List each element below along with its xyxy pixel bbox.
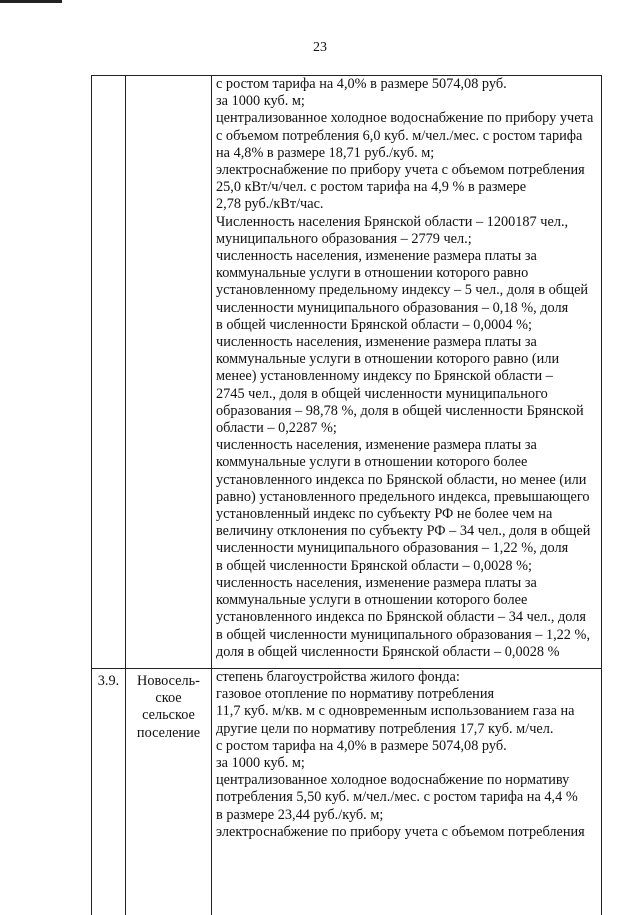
text-line: электроснабжение по прибору учета с объемом потребления — [216, 162, 601, 179]
row-number-cell — [92, 76, 126, 669]
text-line: потребления 5,50 куб. м/чел./мес. с ростом тарифа на 4,4 % — [216, 789, 601, 806]
text-line: численность населения, изменение размера платы за — [216, 248, 601, 265]
text-line: с объемом потребления 6,0 куб. м/чел./мес. с ростом тарифа — [216, 128, 601, 145]
text-line: численность населения, изменение размера платы за — [216, 334, 601, 351]
text-line: численности муниципального образования – 0,18 %, доля — [216, 300, 601, 317]
text-line: коммунальные услуги в отношении которого равно — [216, 265, 601, 282]
text-line: менее) установленному индексу по Брянской области – — [216, 368, 601, 385]
text-line: за 1000 куб. м; — [216, 93, 601, 110]
text-line: муниципального образования – 2779 чел.; — [216, 231, 601, 248]
text-line: коммунальные услуги в отношении которого равно (или — [216, 351, 601, 368]
text-line: в общей численности Брянской области – 0,0028 %; — [216, 558, 601, 575]
text-line: коммунальные услуги в отношении которого более — [216, 592, 601, 609]
text-line: газовое отопление по нормативу потребления — [216, 686, 601, 703]
text-line: 2745 чел., доля в общей численности муниципального — [216, 386, 601, 403]
table-row — [92, 669, 602, 915]
table-row — [92, 76, 602, 669]
row-number-cell: 3.9. — [92, 669, 126, 915]
row-name-cell — [126, 669, 212, 915]
text-line: 2,78 руб./кВт/час. — [216, 196, 601, 213]
text-line: численность населения, изменение размера платы за — [216, 437, 601, 454]
text-line: доля в общей численности Брянской области – 0,0028 % — [216, 644, 601, 661]
text-line: централизованное холодное водоснабжение по нормативу — [216, 772, 601, 789]
settlement-name-line: поселение — [126, 725, 211, 742]
text-line: другие цели по нормативу потребления 17,7 куб. м/чел. — [216, 721, 601, 738]
text-line: равно) установленного предельного индекса, превышающего — [216, 489, 601, 506]
text-line: 11,7 куб. м/кв. м с одновременным использованием газа на — [216, 703, 601, 720]
text-line: величину отклонения по субъекту РФ – 34 чел., доля в общей — [216, 523, 601, 540]
text-line: образования – 98,78 %, доля в общей численности Брянской — [216, 403, 601, 420]
text-line: с ростом тарифа на 4,0% в размере 5074,08 руб. — [216, 738, 601, 755]
corner-mark — [0, 0, 62, 3]
text-line: степень благоустройства жилого фонда: — [216, 669, 601, 686]
text-line: централизованное холодное водоснабжение по прибору учета — [216, 110, 601, 127]
text-line: 25,0 кВт/ч/чел. с ростом тарифа на 4,9 % в размере — [216, 179, 601, 196]
text-line: в размере 23,44 руб./куб. м; — [216, 807, 601, 824]
row-text-cell — [212, 669, 602, 915]
settlement-name-line: Новосель- — [126, 673, 211, 690]
page-number: 23 — [0, 40, 640, 56]
text-line: с ростом тарифа на 4,0% в размере 5074,08 руб. — [216, 76, 601, 93]
text-line: численности муниципального образования – 1,22 %, доля — [216, 540, 601, 557]
text-line: установленного индекса по Брянской области – 34 чел., доля — [216, 609, 601, 626]
text-line: электроснабжение по прибору учета с объемом потребления — [216, 824, 601, 841]
text-line: численность населения, изменение размера платы за — [216, 575, 601, 592]
document-table — [91, 75, 602, 915]
row-name-cell — [126, 76, 212, 669]
text-line: Численность населения Брянской области – 1200187 чел., — [216, 214, 601, 231]
text-line: области – 0,2287 %; — [216, 420, 601, 437]
text-line: установленному предельному индексу – 5 чел., доля в общей — [216, 282, 601, 299]
text-line: установленного индекса по Брянской области, но менее (или — [216, 472, 601, 489]
text-line: в общей численности Брянской области – 0,0004 %; — [216, 317, 601, 334]
row-text-cell — [212, 76, 602, 669]
text-line: на 4,8% в размере 18,71 руб./куб. м; — [216, 145, 601, 162]
settlement-name-line: сельское — [126, 707, 211, 724]
settlement-name-line: ское — [126, 690, 211, 707]
text-line: в общей численности муниципального образования – 1,22 %, — [216, 627, 601, 644]
text-line: за 1000 куб. м; — [216, 755, 601, 772]
text-line: установленный индекс по субъекту РФ не более чем на — [216, 506, 601, 523]
text-line: коммунальные услуги в отношении которого более — [216, 454, 601, 471]
